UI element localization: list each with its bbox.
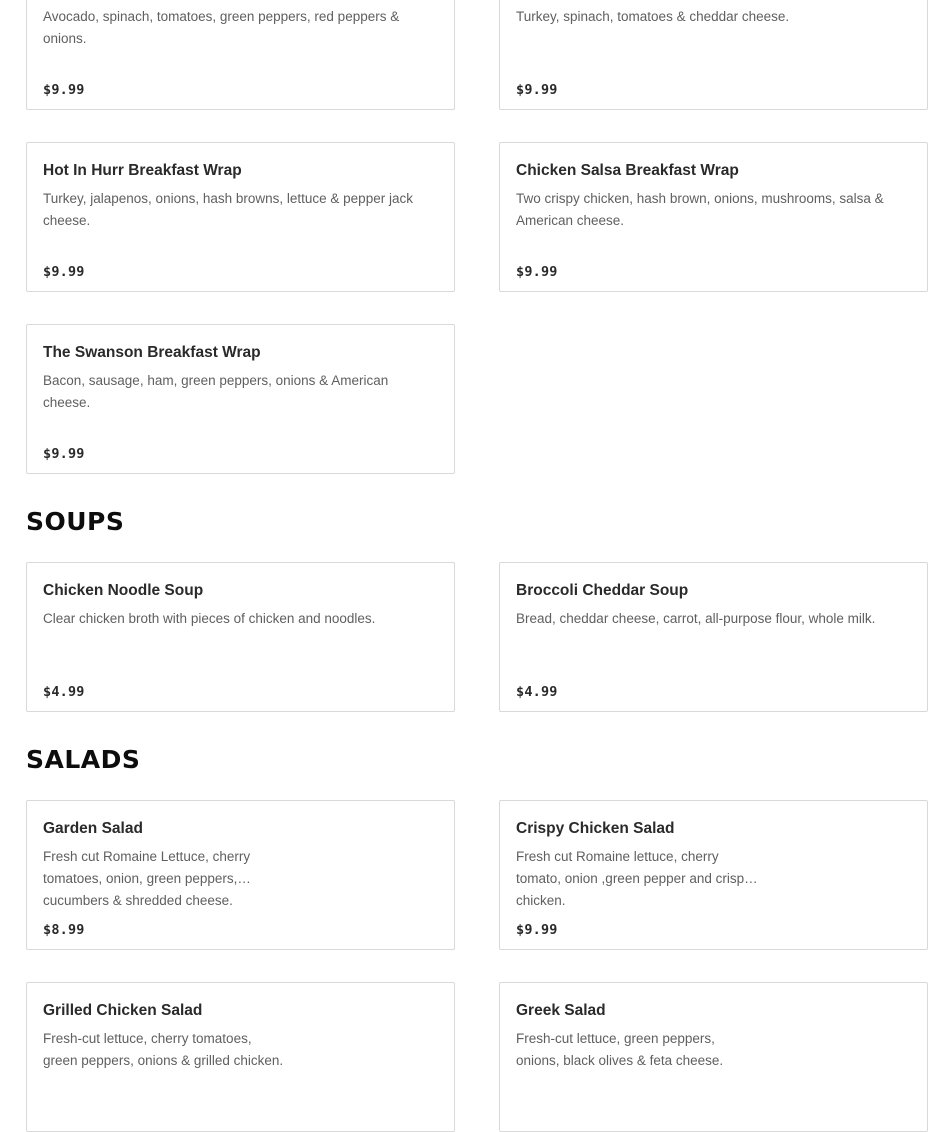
menu-item-card[interactable] xyxy=(26,0,455,110)
menu-item-description: Clear chicken broth with pieces of chicken and noodles. xyxy=(43,611,376,626)
menu-item-name: Chicken Salsa Breakfast Wrap xyxy=(516,162,739,179)
menu-item-card[interactable] xyxy=(26,562,455,712)
menu-item-name: Greek Salad xyxy=(516,1002,606,1019)
menu-item-card[interactable] xyxy=(26,324,455,474)
menu-item-name: Grilled Chicken Salad xyxy=(43,1002,203,1019)
menu-item-description: Fresh cut Romaine Lettuce, cherry tomatoes, onion, green peppers, cucumbers & shredded cheese. xyxy=(43,849,251,908)
menu-item-card[interactable] xyxy=(499,800,928,950)
menu-item-description: Fresh-cut lettuce, green peppers, onions, black olives & feta cheese. xyxy=(516,1031,724,1068)
menu-item-price: $8.99 xyxy=(43,922,85,938)
menu-item-card[interactable] xyxy=(26,800,455,950)
menu-item-card[interactable] xyxy=(499,562,928,712)
section-title-soups: SOUPS xyxy=(26,507,125,536)
menu-item-name: Crispy Chicken Salad xyxy=(516,820,675,837)
menu-item-card[interactable] xyxy=(499,982,928,1132)
menu-item-card[interactable] xyxy=(499,0,928,110)
menu-item-price: $9.99 xyxy=(516,264,558,280)
menu-item-name: Chicken Noodle Soup xyxy=(43,582,204,599)
menu-item-price: $9.99 xyxy=(516,82,558,98)
menu-item-price: $9.99 xyxy=(43,446,85,462)
menu-item-price: $9.99 xyxy=(516,922,558,938)
menu-item-description: Fresh-cut lettuce, cherry tomatoes, green peppers, onions & grilled chicken. xyxy=(43,1031,284,1068)
menu-item-card[interactable] xyxy=(26,982,455,1132)
menu-item-price: $9.99 xyxy=(43,82,85,98)
menu-item-price: $4.99 xyxy=(516,684,558,700)
menu-item-description: Two crispy chicken, hash brown, onions, mushrooms, salsa & American cheese. xyxy=(516,191,884,228)
menu-item-description: Bread, cheddar cheese, carrot, all-purpose flour, whole milk. xyxy=(516,611,876,626)
menu-item-description: Avocado, spinach, tomatoes, green peppers, red peppers & onions. xyxy=(43,9,400,46)
menu-item-description: Turkey, jalapenos, onions, hash browns, lettuce & pepper jack cheese. xyxy=(43,191,413,228)
menu-item-name: Hot In Hurr Breakfast Wrap xyxy=(43,162,242,179)
menu-item-price: $4.99 xyxy=(43,684,85,700)
menu-item-card[interactable] xyxy=(26,142,455,292)
menu-item-description: Turkey, spinach, tomatoes & cheddar cheese. xyxy=(516,9,790,24)
menu-item-name: The Swanson Breakfast Wrap xyxy=(43,344,261,361)
menu-item-name: Garden Salad xyxy=(43,820,143,837)
menu-item-name: Broccoli Cheddar Soup xyxy=(516,582,689,599)
section-title-salads: SALADS xyxy=(26,745,141,774)
menu-item-card[interactable] xyxy=(499,142,928,292)
menu-item-description: Fresh cut Romaine lettuce, cherry tomato, onion ,green pepper and crispy chicken. xyxy=(516,849,751,908)
menu-item-description: Bacon, sausage, ham, green peppers, onions & American cheese. xyxy=(43,373,389,410)
menu-item-price: $9.99 xyxy=(43,264,85,280)
